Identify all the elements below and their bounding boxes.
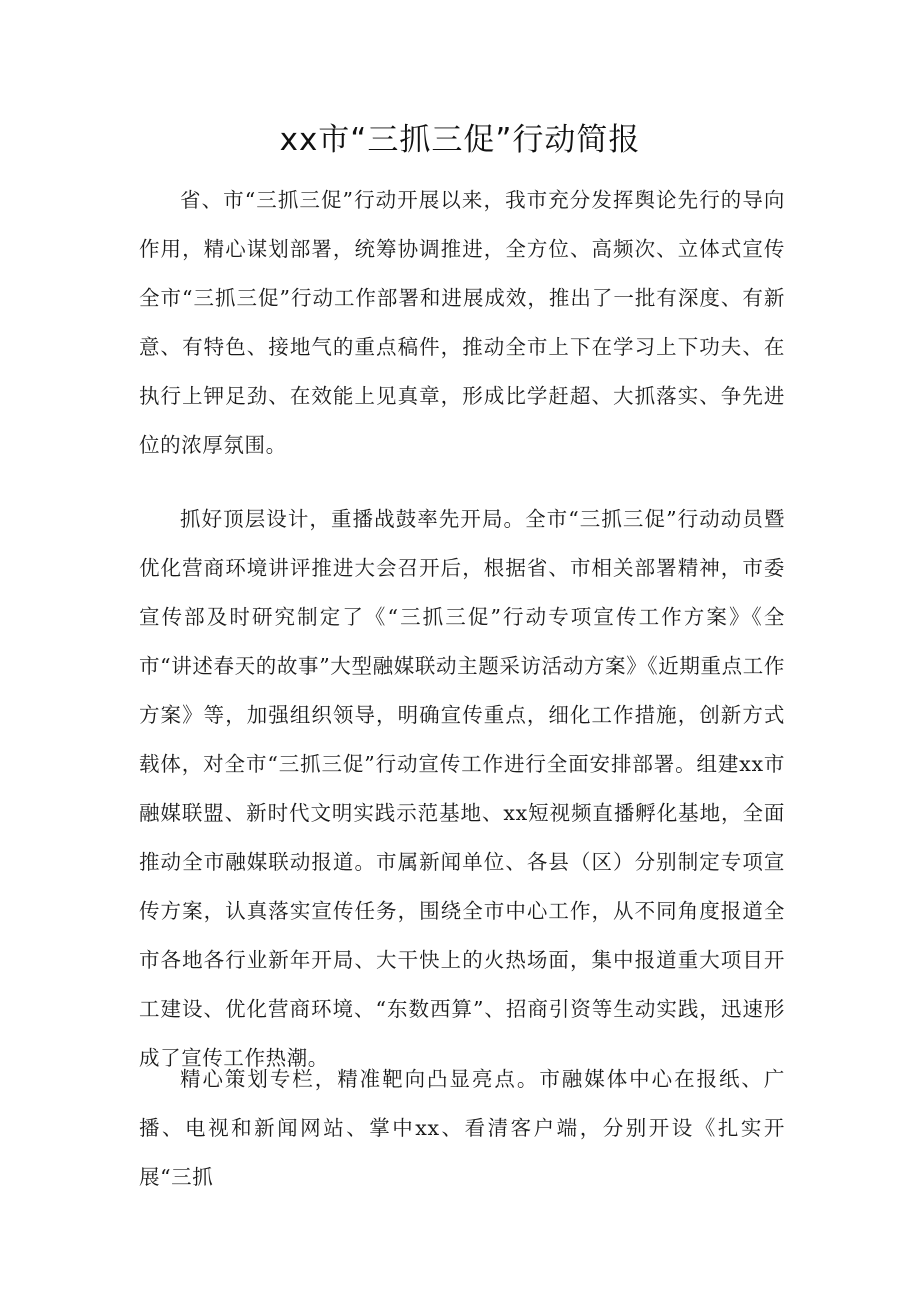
- paragraph-top-level-design: 抓好顶层设计，重播战鼓率先开局。全市“三抓三促”行动动员暨优化营商环境讲评推进大会召开后，根据省、市相关部署精神，市委宣传部及时研究制定了《“三抓三促”行动专项宣传工作方案》《全市“讲述春天的故事”大型融媒联动主题采访活动方案》《近期重点工作方案》等，加强组织领导，明确宣传重点，细化工作措施，创新方式载体，对全市“三抓三促”行动宣传工作进行全面安排部署。组建xx市融媒联盟、新时代文明实践示范基地、xx短视频直播孵化基地，全面推动全市融媒联动报道。市属新闻单位、各县（区）分别制定专项宣传方案，认真落实宣传任务，围绕全市中心工作，从不同角度报道全市各地各行业新年开局、大干快上的火热场面，集中报道重大项目开工建设、优化营商环境、“东数西算”、招商引资等生动实践，迅速形成了宣传工作热潮。: [139, 507, 785, 1070]
- paragraph-special-columns: 精心策划专栏，精准靶向凸显亮点。市融媒体中心在报纸、广播、电视和新闻网站、掌中xx、看清客户端，分别开设《扎实开展“三抓: [139, 1067, 785, 1189]
- paragraph-intro: 省、市“三抓三促”行动开展以来，我市充分发挥舆论先行的导向作用，精心谋划部署，统筹协调推进，全方位、高频次、立体式宣传全市“三抓三促”行动工作部署和进展成效，推出了一批有深度、有新意、有特色、接地气的重点稿件，推动全市上下在学习上下功夫、在执行上钾足劲、在效能上见真章，形成比学赶超、大抓落实、争先进位的浓厚氛围。: [139, 188, 785, 457]
- document-title: xx市“三抓三促”行动简报: [279, 122, 641, 158]
